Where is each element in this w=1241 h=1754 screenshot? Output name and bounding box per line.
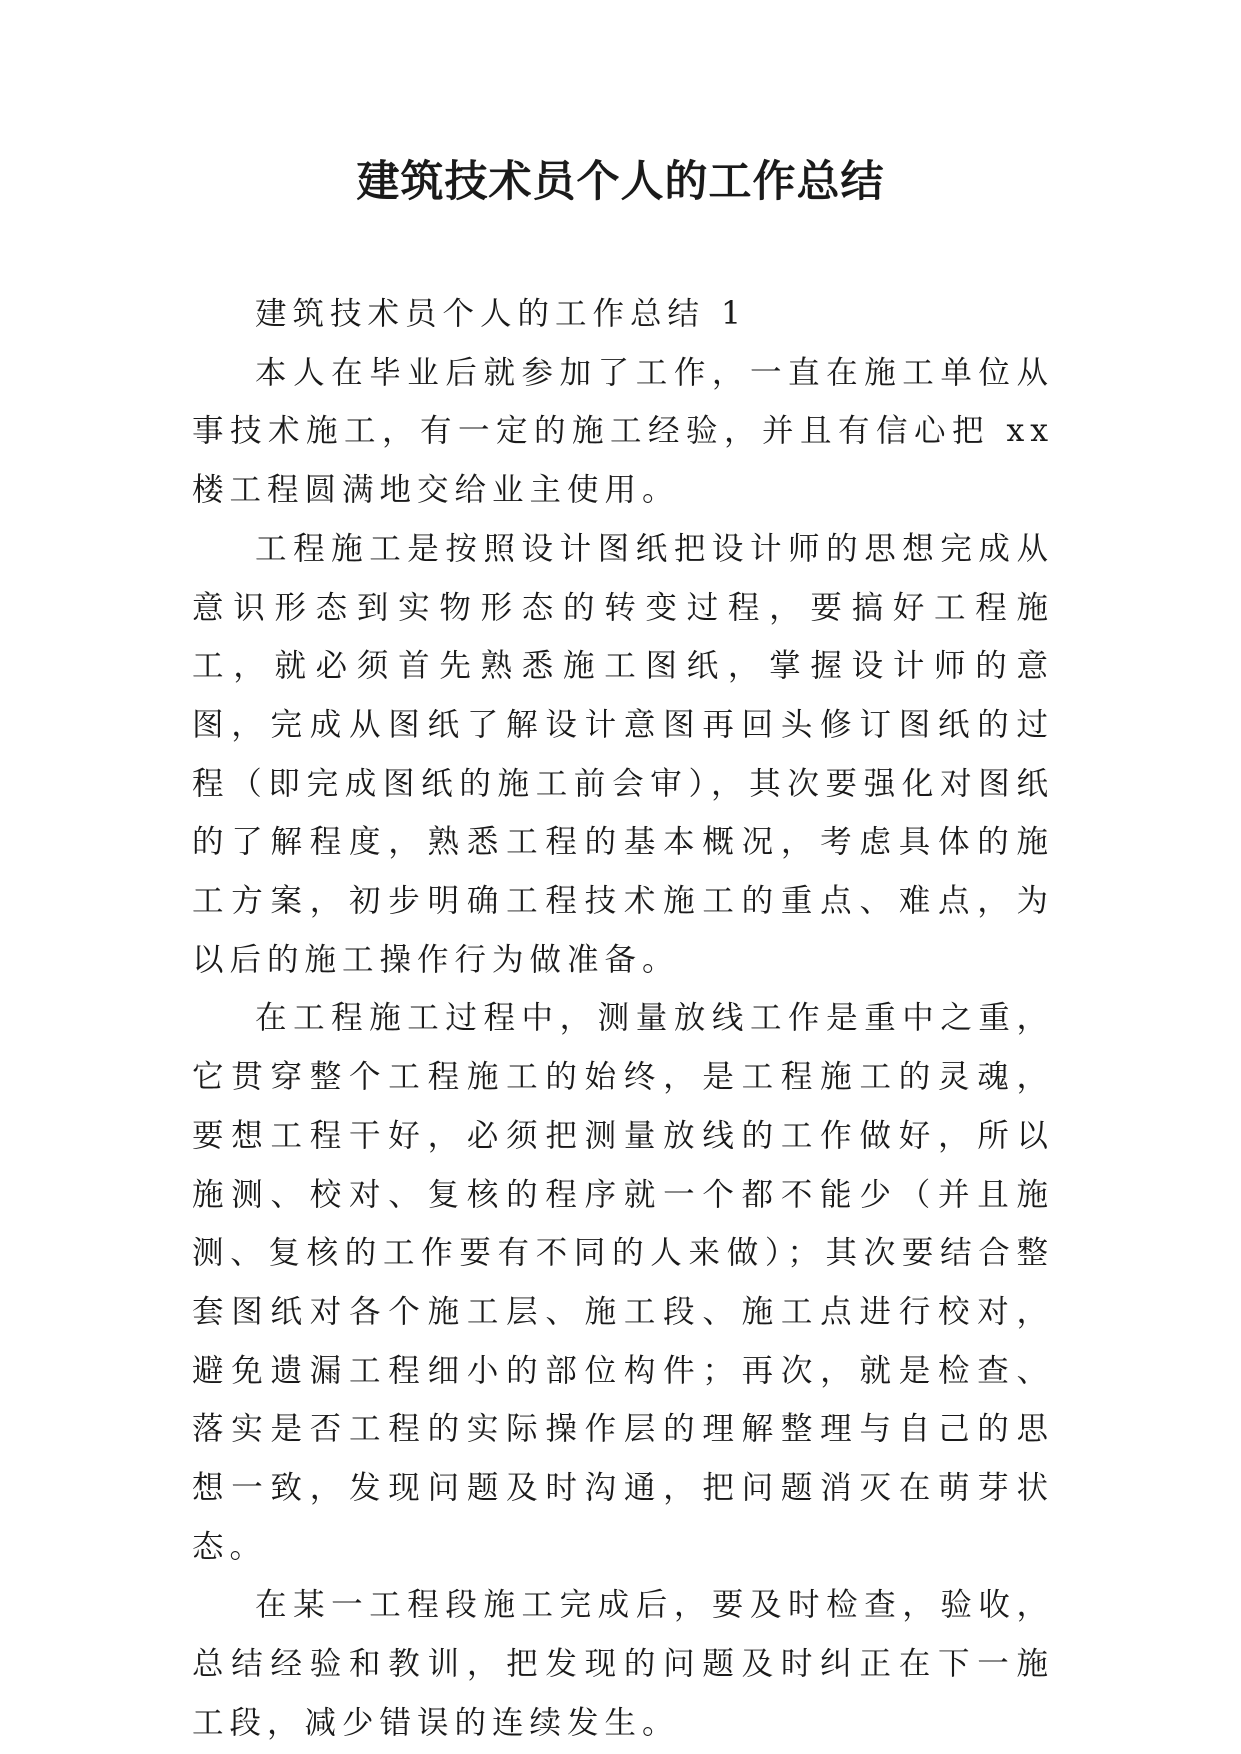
document-title: 建筑技术员个人的工作总结 <box>356 157 885 207</box>
section-heading: 建筑技术员个人的工作总结 1 <box>255 296 748 332</box>
document-body <box>192 285 1054 1753</box>
paragraph-3: 在工程施工过程中，测量放线工作是重中之重，它贯穿整个工程施工的始终，是工程施工的灵魂，要想工程干好，必须把测量放线的工作做好，所以施测、校对、复核的程序就一个都不能少（并且施测、复核的工作要有不同的人来做）；其次要结合整套图纸对各个施工层、施工段、施工点进行校对，避免遗漏工程细小的部位构件；再次，就是检查、落实是否工程的实际操作层的理解整理与自己的思想一致，发现问题及时沟通，把问题消灭在萌芽状态。 <box>192 1000 1054 1565</box>
paragraph-4: 在某一工程段施工完成后，要及时检查，验收，总结经验和教训，把发现的问题及时纠正在下一施工段，减少错误的连续发生。 <box>192 1587 1054 1741</box>
paragraph-2: 工程施工是按照设计图纸把设计师的思想完成从意识形态到实物形态的转变过程，要搞好工程施工，就必须首先熟悉施工图纸，掌握设计师的意图，完成从图纸了解设计意图再回头修订图纸的过程（即完成图纸的施工前会审），其次要强化对图纸的了解程度，熟悉工程的基本概况，考虑具体的施工方案，初步明确工程技术施工的重点、难点，为以后的施工操作行为做准备。 <box>192 530 1054 978</box>
paragraph-1: 本人在毕业后就参加了工作，一直在施工单位从事技术施工，有一定的施工经验，并且有信心把 xx 楼工程圆满地交给业主使用。 <box>192 354 1054 509</box>
